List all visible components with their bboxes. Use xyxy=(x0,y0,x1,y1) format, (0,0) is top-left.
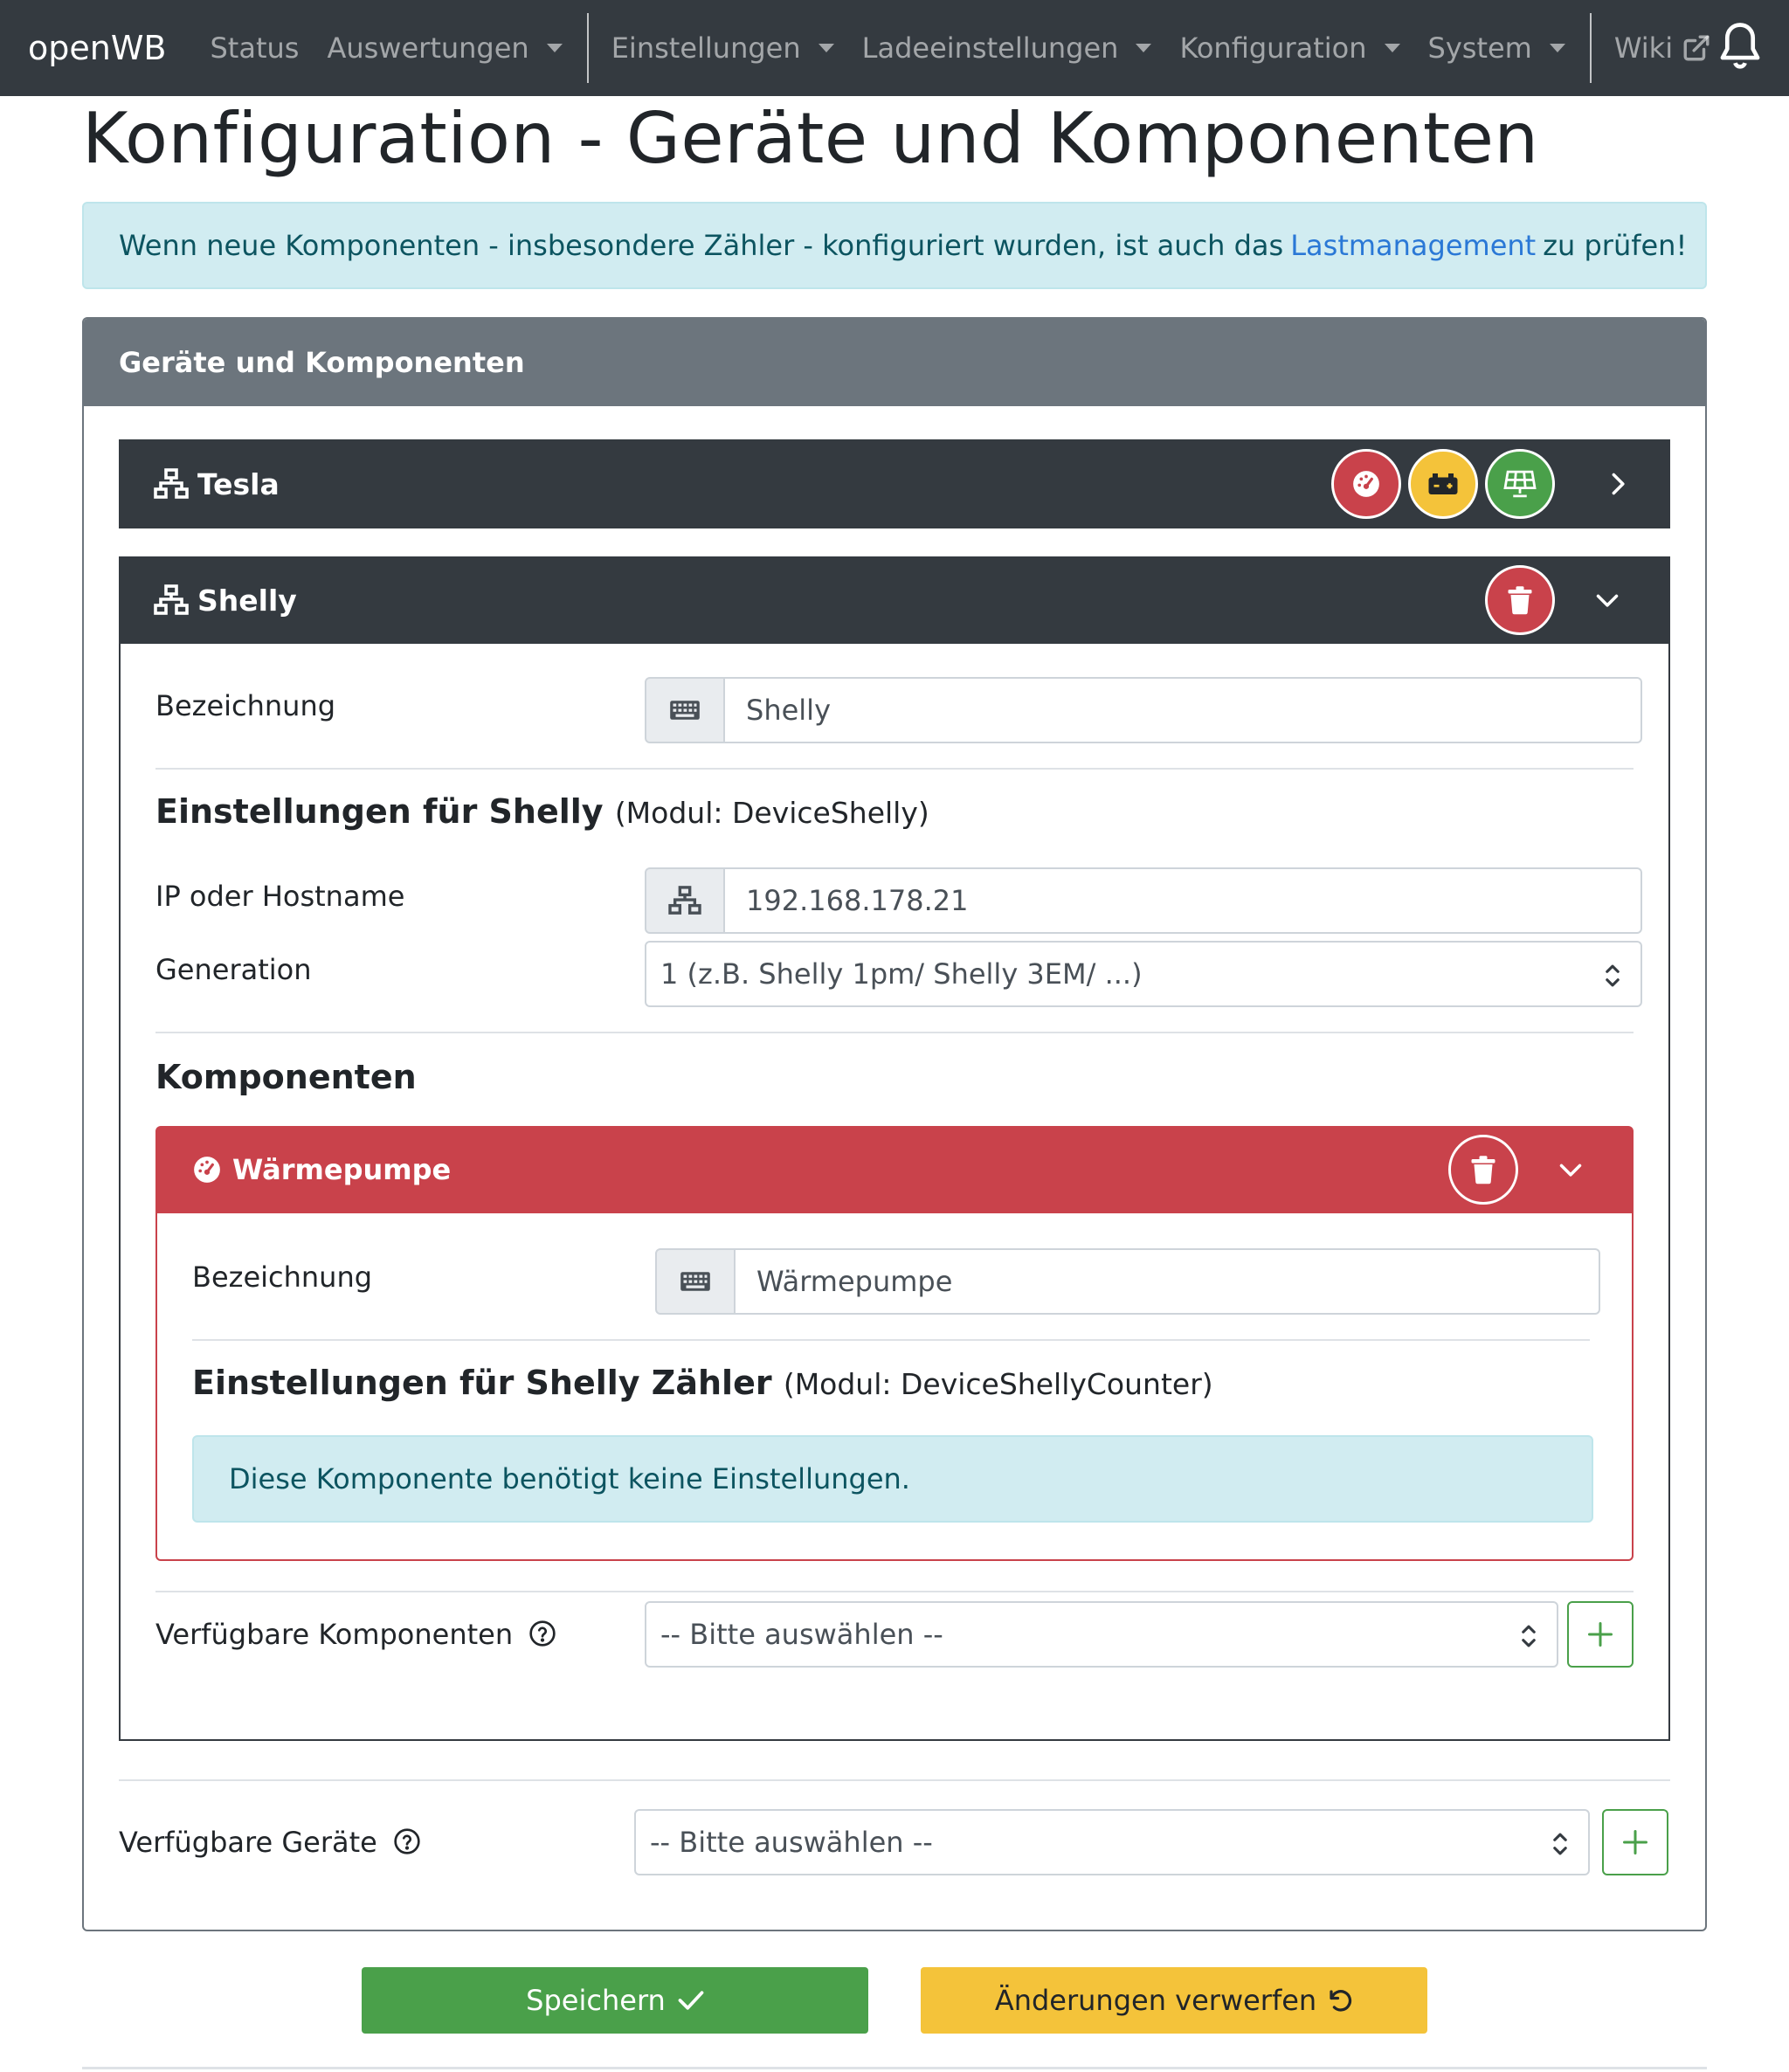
available-devices-select[interactable] xyxy=(634,1809,1590,1875)
nav-einstellungen[interactable] xyxy=(611,31,834,65)
select-arrows-icon xyxy=(1551,1832,1569,1856)
counter-badge[interactable] xyxy=(1331,449,1401,519)
plus-icon xyxy=(1587,1621,1613,1647)
available-components-select-value: -- Bitte auswählen -- xyxy=(660,1618,943,1651)
device-module-name: (Modul: DeviceShelly) xyxy=(614,796,929,830)
keyboard-addon xyxy=(655,1248,736,1315)
nav-wiki[interactable] xyxy=(1614,31,1711,65)
available-components-label xyxy=(155,1601,556,1668)
available-devices-select-value: -- Bitte auswählen -- xyxy=(650,1826,933,1859)
component-name-input[interactable]: Wärmepumpe xyxy=(736,1248,1600,1315)
external-link-icon xyxy=(1682,33,1711,63)
nav-system-label: System xyxy=(1427,31,1532,65)
navbar xyxy=(0,0,1789,96)
divider xyxy=(155,1032,1634,1033)
devices-card xyxy=(82,317,1707,1931)
components-title: Komponenten xyxy=(155,1058,417,1096)
nav-status[interactable] xyxy=(210,31,299,65)
caret-down-icon xyxy=(547,44,563,52)
check-icon xyxy=(678,1989,704,2012)
device-name-shelly: Shelly xyxy=(197,583,297,618)
brand-logo[interactable]: openWB xyxy=(28,29,167,67)
device-body-shelly xyxy=(119,644,1670,1741)
devices-card-header: Geräte und Komponenten xyxy=(84,319,1705,406)
device-settings-title-text: Einstellungen für Shelly xyxy=(155,792,604,831)
page-title: Konfiguration - Geräte und Komponenten xyxy=(82,98,1539,179)
caret-down-icon xyxy=(1136,44,1151,52)
network-icon xyxy=(154,468,189,500)
divider xyxy=(192,1339,1590,1341)
divider xyxy=(155,768,1634,770)
alert-text-after: zu prüfen! xyxy=(1543,229,1688,262)
ip-input-group xyxy=(645,867,1642,934)
add-device-button[interactable] xyxy=(1602,1809,1668,1875)
component-body-waermepumpe xyxy=(155,1213,1634,1561)
available-devices-label xyxy=(119,1809,421,1875)
add-component-button[interactable] xyxy=(1567,1601,1634,1668)
question-circle-icon[interactable] xyxy=(393,1827,421,1855)
question-circle-icon[interactable] xyxy=(528,1620,556,1647)
lastmanagement-hint-alert xyxy=(82,202,1707,289)
component-settings-title xyxy=(192,1364,1213,1402)
caret-down-icon xyxy=(819,44,834,52)
ip-hostname-input[interactable]: 192.168.178.21 xyxy=(725,867,1642,934)
component-settings-title-text: Einstellungen für Shelly Zähler xyxy=(192,1364,772,1402)
device-header-tesla[interactable] xyxy=(119,439,1670,528)
chevron-down-icon[interactable] xyxy=(1595,588,1620,612)
component-module-name: (Modul: DeviceShellyCounter) xyxy=(783,1367,1213,1401)
ip-hostname-label: IP oder Hostname xyxy=(155,880,405,913)
plus-icon xyxy=(1622,1829,1648,1855)
chevron-down-icon[interactable] xyxy=(1558,1157,1583,1182)
nav-status-label: Status xyxy=(210,31,300,65)
discard-changes-button[interactable] xyxy=(921,1967,1427,2034)
no-settings-text: Diese Komponente benötigt keine Einstellungen. xyxy=(229,1462,910,1495)
save-button-label: Speichern xyxy=(526,1984,666,2017)
nav-auswertungen[interactable] xyxy=(327,31,562,65)
keyboard-icon xyxy=(680,1271,711,1292)
keyboard-icon xyxy=(669,700,701,721)
trash-icon xyxy=(1470,1155,1496,1184)
chevron-right-icon[interactable] xyxy=(1606,472,1630,496)
undo-icon xyxy=(1327,1987,1353,2013)
component-name-input-group xyxy=(655,1248,1600,1315)
lastmanagement-link[interactable]: Lastmanagement xyxy=(1290,229,1537,262)
nav-konfiguration[interactable] xyxy=(1179,31,1399,65)
select-arrows-icon xyxy=(1520,1624,1537,1648)
alert-text-before: Wenn neue Komponenten - insbesondere Zähler - konfiguriert wurden, ist auch das xyxy=(119,229,1284,262)
keyboard-addon xyxy=(645,677,725,743)
nav-ladeeinstellungen-label: Ladeeinstellungen xyxy=(861,31,1119,65)
footer-divider xyxy=(82,2067,1707,2069)
device-header-shelly[interactable] xyxy=(119,556,1670,644)
available-devices-label-text: Verfügbare Geräte xyxy=(119,1826,377,1859)
divider xyxy=(119,1779,1670,1781)
network-icon xyxy=(154,584,189,616)
component-header-waermepumpe[interactable] xyxy=(155,1126,1634,1213)
gauge-icon xyxy=(192,1155,222,1184)
gauge-icon xyxy=(1351,469,1381,499)
delete-device-button[interactable] xyxy=(1485,565,1555,635)
component-name: Wärmepumpe xyxy=(232,1153,452,1186)
battery-badge[interactable] xyxy=(1408,449,1478,519)
nav-wiki-label: Wiki xyxy=(1613,31,1674,65)
network-icon xyxy=(668,886,701,915)
bell-icon[interactable] xyxy=(1716,19,1765,73)
nav-divider xyxy=(1590,13,1592,83)
no-settings-alert xyxy=(192,1435,1593,1523)
nav-konfiguration-label: Konfiguration xyxy=(1179,31,1367,65)
save-button[interactable] xyxy=(362,1967,868,2034)
generation-select[interactable] xyxy=(645,941,1642,1007)
battery-icon xyxy=(1427,471,1459,497)
nav-auswertungen-label: Auswertungen xyxy=(327,31,529,65)
nav-system[interactable] xyxy=(1428,31,1565,65)
device-settings-title xyxy=(155,792,929,831)
device-name-input-group xyxy=(645,677,1642,743)
trash-icon xyxy=(1507,585,1533,615)
nav-divider xyxy=(587,13,589,83)
generation-label: Generation xyxy=(155,953,312,986)
device-name-tesla: Tesla xyxy=(197,466,280,501)
solar-panel-icon xyxy=(1503,469,1537,499)
delete-component-button[interactable] xyxy=(1448,1135,1518,1205)
caret-down-icon xyxy=(1550,44,1565,52)
divider xyxy=(155,1591,1634,1592)
nav-ladeeinstellungen[interactable] xyxy=(862,31,1152,65)
available-components-select[interactable] xyxy=(645,1601,1558,1668)
inverter-badge[interactable] xyxy=(1485,449,1555,519)
discard-button-label: Änderungen verwerfen xyxy=(994,1984,1317,2017)
caret-down-icon xyxy=(1385,44,1400,52)
nav-einstellungen-label: Einstellungen xyxy=(611,31,801,65)
network-addon xyxy=(645,867,725,934)
select-arrows-icon xyxy=(1604,963,1621,988)
available-components-label-text: Verfügbare Komponenten xyxy=(155,1618,514,1651)
component-bezeichnung-label: Bezeichnung xyxy=(192,1260,373,1294)
bezeichnung-label: Bezeichnung xyxy=(155,689,336,722)
device-name-input[interactable]: Shelly xyxy=(725,677,1642,743)
generation-select-value: 1 (z.B. Shelly 1pm/ Shelly 3EM/ ...) xyxy=(660,957,1143,991)
